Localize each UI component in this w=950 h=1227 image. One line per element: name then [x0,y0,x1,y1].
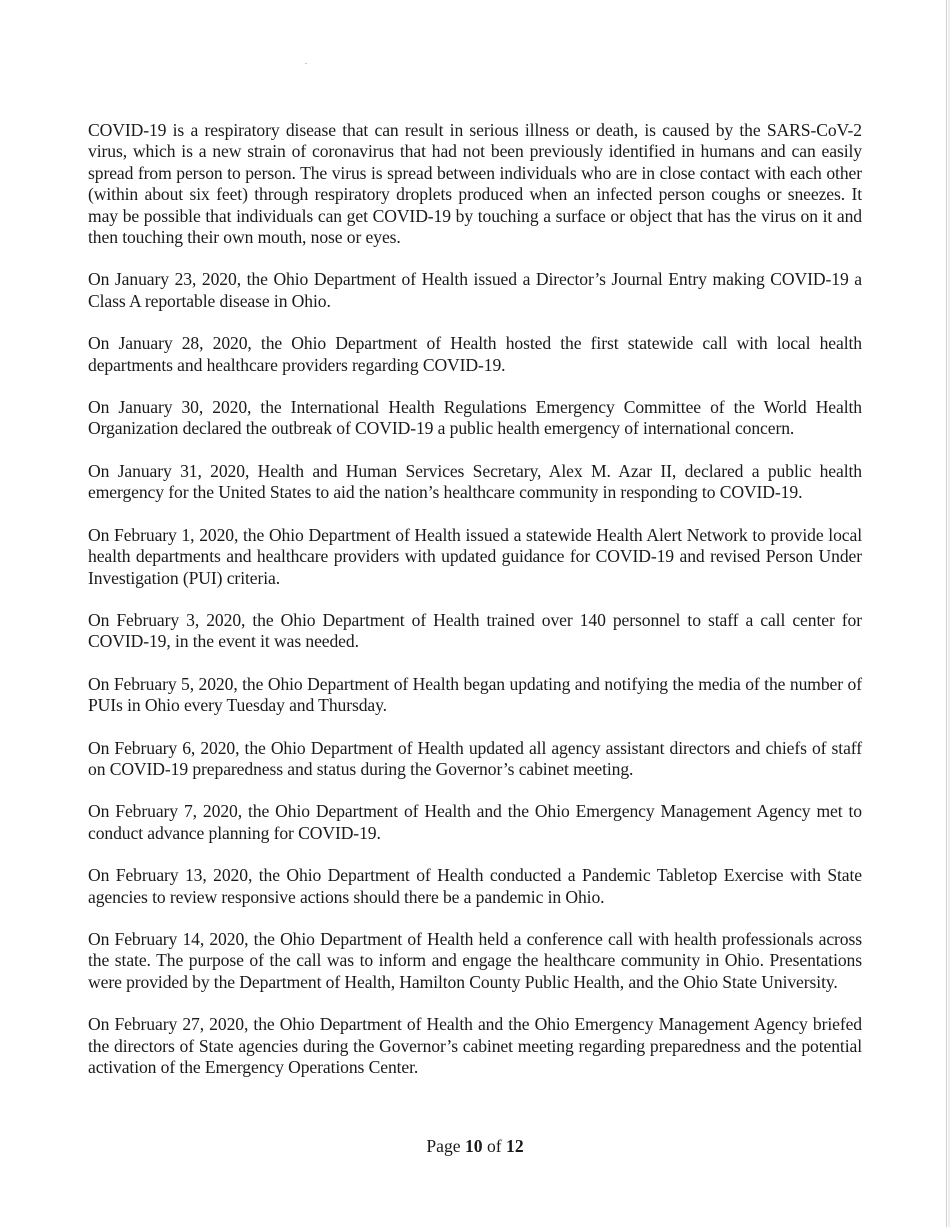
total-pages-number: 12 [506,1136,524,1156]
scan-speck [305,63,307,64]
scan-edge-line [946,0,947,1227]
of-word: of [486,1136,502,1156]
current-page-number: 10 [464,1136,483,1156]
body-text [88,120,862,1099]
page-word: Page [426,1136,461,1156]
paragraph-feb-5: On February 5, 2020, the Ohio Department of Health began updating and notifying the media of the number of PUIs in Ohio every Tuesday and Thursday. [88,673,862,716]
paragraph-covid-description: COVID-19 is a respiratory disease that can result in serious illness or death, is caused by the SARS-CoV-2 virus, which is a new strain of coronavirus that had not been previously identified in humans and can easily spread from person to person. The virus is spread between individuals who are in close contact with each other (within about six feet) through respiratory droplets produced when an infected person coughs or sneezes. It may be possible that individuals can get COVID-19 by touching a surface or object that has the virus on it and then touching their own mouth, nose or eyes. [88,120,862,248]
paragraph-feb-27: On February 27, 2020, the Ohio Department of Health and the Ohio Emergency Management Agency briefed the directors of State agencies during the Governor’s cabinet meeting regarding preparedness and the potential activation of the Emergency Operations Center. [88,1014,862,1077]
paragraph-feb-1: On February 1, 2020, the Ohio Department of Health issued a statewide Health Alert Network to provide local health departments and healthcare providers with updated guidance for COVID-19 and revised Person Under Investigation (PUI) criteria. [88,524,862,588]
paragraph-feb-3: On February 3, 2020, the Ohio Department of Health trained over 140 personnel to staff a call center for COVID-19, in the event it was needed. [88,609,862,652]
paragraph-feb-13: On February 13, 2020, the Ohio Department of Health conducted a Pandemic Tabletop Exercise with State agencies to review responsive actions should there be a pandemic in Ohio. [88,865,862,907]
page-footer [0,1136,950,1157]
paragraph-jan-28: On January 28, 2020, the Ohio Department of Health hosted the first statewide call with local health departments and healthcare providers regarding COVID-19. [88,333,862,375]
paragraph-feb-6: On February 6, 2020, the Ohio Department of Health updated all agency assistant directors and chiefs of staff on COVID-19 preparedness and status during the Governor’s cabinet meeting. [88,737,862,779]
paragraph-feb-7: On February 7, 2020, the Ohio Department of Health and the Ohio Emergency Management Agency met to conduct advance planning for COVID-19. [88,801,862,843]
paragraph-jan-30: On January 30, 2020, the International Health Regulations Emergency Committee of the World Health Organization declared the outbreak of COVID-19 a public health emergency of international concern. [88,397,862,439]
paragraph-feb-14: On February 14, 2020, the Ohio Department of Health held a conference call with health professionals across the state. The purpose of the call was to inform and engage the healthcare community in Ohio. Presentations were provided by the Department of Health, Hamilton County Public Health, and the Ohio State University. [88,928,862,992]
paragraph-jan-23: On January 23, 2020, the Ohio Department of Health issued a Director’s Journal Entry making COVID-19 a Class A reportable disease in Ohio. [88,269,862,311]
paragraph-jan-31: On January 31, 2020, Health and Human Services Secretary, Alex M. Azar II, declared a public health emergency for the United States to aid the nation’s healthcare community in responding to COVID-19. [88,460,862,503]
